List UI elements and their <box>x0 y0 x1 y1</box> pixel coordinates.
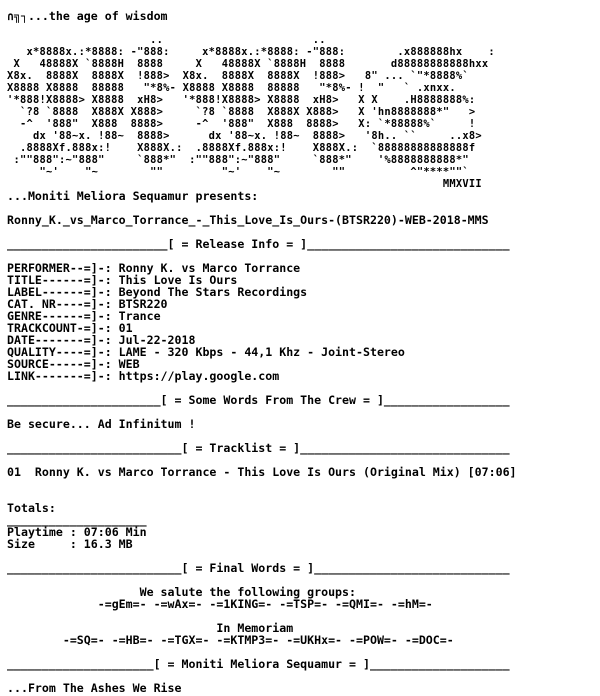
presents-line: ...Moniti Meliora Sequamur presents: <box>7 189 259 203</box>
totals-playtime: Playtime : 07:06 Min <box>7 525 147 539</box>
logo-line: X 48888X `8888H 8888 X 48888X `8888H 8888 d88888888888hxx <box>7 58 489 70</box>
info-quality: QUALITY----=]-: LAME - 320 Kbps - 44,1 Khz - Joint-Stereo <box>7 345 405 359</box>
logo-line: '*888!X8888> X8888 xH8> '*888!X8888> X8888 xH8> X X .H8888888%: <box>7 94 476 106</box>
blank-line <box>7 22 597 34</box>
section-header-final-words: _________________________[ = Final Words = ]____________________________ <box>7 561 510 575</box>
section-header-tracklist: _________________________[ = Tracklist = ]______________________________ <box>7 441 510 455</box>
blank-line <box>7 490 597 502</box>
info-genre: GENRE------=]-: Trance <box>7 309 161 323</box>
section-header-release-info: _______________________[ = Release Info = ]_____________________________ <box>7 237 510 251</box>
info-cat-nr: CAT. NR----=]-: BTSR220 <box>7 297 168 311</box>
info-trackcount: TRACKCOUNT-=]-: 01 <box>7 321 133 335</box>
section-header-mms: _____________________[ = Moniti Meliora Sequamur = ]____________________ <box>7 657 510 671</box>
salute-groups: -=gEm=- -=wAx=- -=1KING=- -=TSP=- -=QMI=- -=hM=- <box>7 597 433 611</box>
totals-size: Size : 16.3 MB <box>7 537 133 551</box>
blank-line <box>7 478 597 490</box>
info-label: LABEL------=]-: Beyond The Stars Recordings <box>7 285 308 299</box>
logo-line: :""888":~"888" `888*" :""888":~"888" `888*" '%8888888888*" <box>7 154 469 166</box>
closing-line: ...From The Ashes We Rise <box>7 681 182 695</box>
memoriam-groups: -=SQ=- -=HB=- -=TGX=- -=KTMP3=- -=UKHx=- -=POW=- -=DOC=- <box>7 633 454 647</box>
release-name: Ronny_K._vs_Marco_Torrance_-_This_Love_Is_Ours-(BTSR220)-WEB-2018-MMS <box>7 213 489 227</box>
logo-line: X8x. 8888X 8888X !888> X8x. 8888X 8888X !888> 8" ... `"*8888%` <box>7 70 469 82</box>
info-title: TITLE------=]-: This Love Is Ours <box>7 273 238 287</box>
logo-line: "~' "~ "" "~' "~ "" ^"****""` <box>7 166 469 178</box>
info-performer: PERFORMER--=]-: Ronny K. vs Marco Torrance <box>7 261 301 275</box>
logo-line: .8888Xf.888x:! X888X.: .8888Xf.888x:! X888X.: `88888888888888f <box>7 142 476 154</box>
logo-line: x*8888x.:*8888: -"888: x*8888x.:*8888: -"888: .x888888hx : <box>7 46 495 58</box>
logo-line: .. .. <box>7 34 326 46</box>
logo-year-line: MMXVII <box>7 178 482 190</box>
logo-line: X8888 X8888 88888 "*8%- X8888 X8888 88888 "*8%- ! " ` .xnxx. <box>7 82 456 94</box>
salute-heading: We salute the following groups: <box>7 585 357 599</box>
info-date: DATE-------=]-: Jul-22-2018 <box>7 333 196 347</box>
info-link: LINK-------=]-: https://play.google.com <box>7 369 280 383</box>
totals-label: Totals: <box>7 501 56 515</box>
info-source: SOURCE-----=]-: WEB <box>7 357 140 371</box>
tagline: ∩╗┐...the age of wisdom <box>7 9 168 23</box>
track-row: 01 Ronny K. vs Marco Torrance - This Love Is Ours (Original Mix) [07:06] <box>7 465 517 479</box>
nfo-document <box>7 10 597 694</box>
crew-words: Be secure... Ad Infinitum ! <box>7 417 196 431</box>
memoriam-heading: In Memoriam <box>7 621 294 635</box>
logo-line: `?8 `8888 X888X X888> `?8 `8888 X888X X888> X 'hn8888888*" > <box>7 106 476 118</box>
logo-line: -^ '888" X888 8888> -^ '888" X888 8888> X: `*88888%` ! <box>7 118 476 130</box>
logo-line: dx '88~x. !88~ 8888> dx '88~x. !88~ 8888> '8h.. `` ..x8> <box>7 130 482 142</box>
section-header-some-words: ______________________[ = Some Words From The Crew = ]__________________ <box>7 393 510 407</box>
totals-divider: ____________________ <box>7 513 147 527</box>
